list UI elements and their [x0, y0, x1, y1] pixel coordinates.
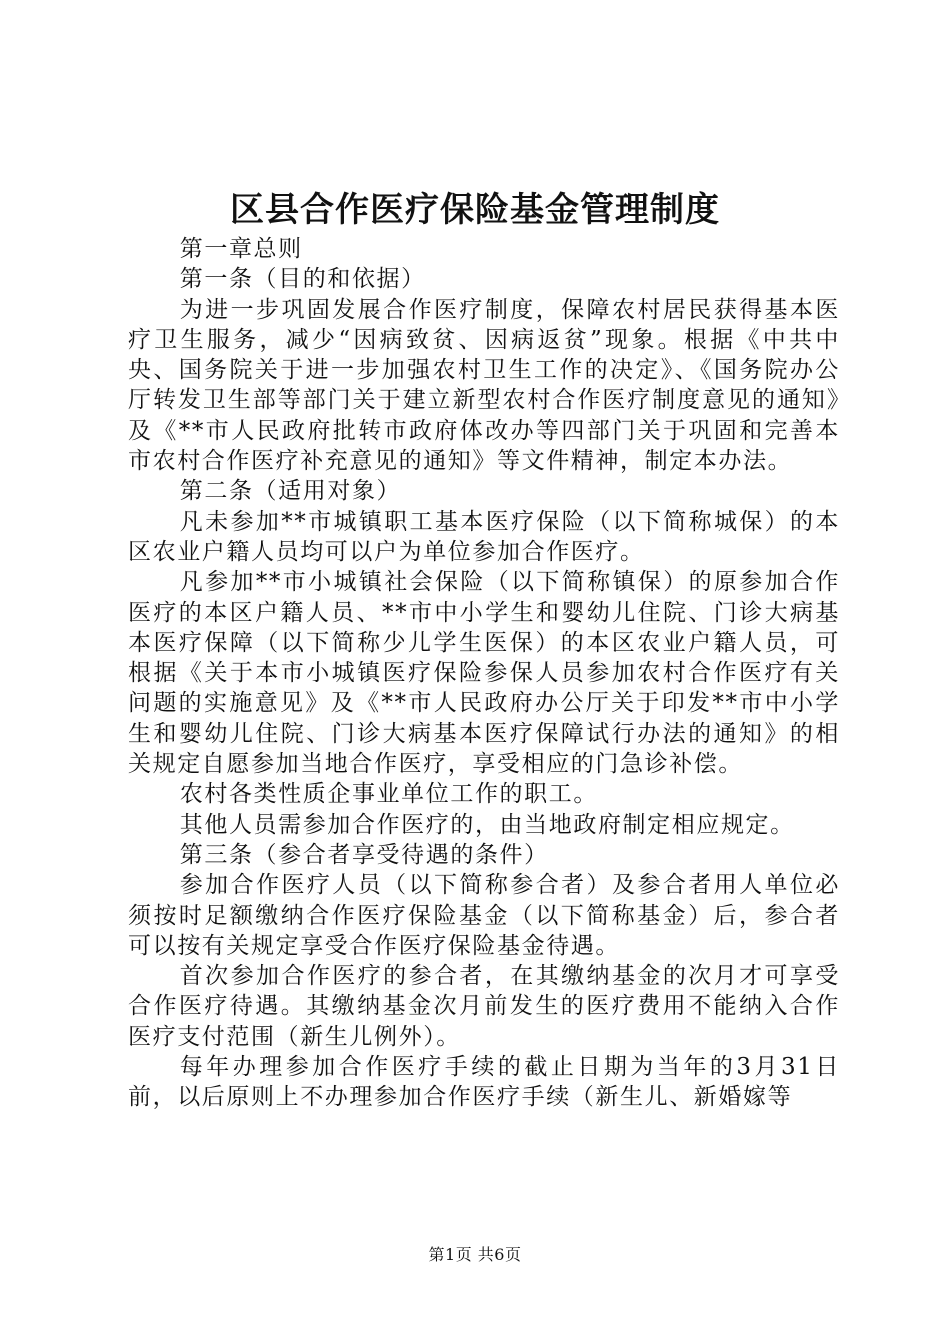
- body-paragraph: 参加合作医疗人员（以下简称参合者）及参合者用人单位必须按时足额缴纳合作医疗保险基金（以下简称基金）后，参合者可以按有关规定享受合作医疗保险基金待遇。: [128, 872, 840, 959]
- body-paragraph: 每年办理参加合作医疗手续的截止日期为当年的3月31日前，以后原则上不办理参加合作医疗手续（新生儿、新婚嫁等: [128, 1054, 840, 1111]
- body-paragraph: 农村各类性质企事业单位工作的职工。: [179, 781, 598, 808]
- document-body: [128, 234, 840, 1113]
- page-number: 第1页 共6页: [428, 1245, 522, 1264]
- article-heading: 第一条（目的和依据）: [179, 266, 426, 293]
- body-paragraph: 其他人员需参加合作医疗的，由当地政府制定相应规定。: [179, 811, 795, 838]
- document-title: 区县合作医疗保险基金管理制度: [230, 190, 720, 230]
- article-heading: 第二条（适用对象）: [179, 478, 402, 505]
- body-paragraph: 首次参加合作医疗的参合者，在其缴纳基金的次月才可享受合作医疗待遇。其缴纳基金次月前发生的医疗费用不能纳入合作医疗支付范围（新生儿例外）。: [128, 963, 840, 1050]
- article-heading: 第三条（参合者享受待遇的条件）: [179, 841, 549, 868]
- chapter-heading: 第一章总则: [179, 236, 303, 262]
- body-paragraph: 为进一步巩固发展合作医疗制度，保障农村居民获得基本医疗卫生服务，减少“因病致贫、因病返贫”现象。根据《中共中央、国务院关于进一步加强农村卫生工作的决定》、《国务院办公厅转发卫生部等部门关于建立新型农村合作医疗制度意见的通知》及《**市人民政府批转市政府体改办等四部门关于巩固和完善本市农村合作医疗补充意见的通知》等文件精神，制定本办法。: [128, 296, 840, 475]
- body-paragraph: 凡未参加**市城镇职工基本医疗保险（以下简称城保）的本区农业户籍人员均可以户为单位参加合作医疗。: [128, 508, 840, 565]
- body-paragraph: 凡参加**市小城镇社会保险（以下简称镇保）的原参加合作医疗的本区户籍人员、**市中小学生和婴幼儿住院、门诊大病基本医疗保障（以下简称少儿学生医保）的本区农业户籍人员，可根据《关于本市小城镇医疗保险参保人员参加农村合作医疗有关问题的实施意见》及《**市人民政府办公厅关于印发**市中小学生和婴幼儿住院、门诊大病基本医疗保障试行办法的通知》的相关规定自愿参加当地合作医疗，享受相应的门急诊补偿。: [128, 569, 840, 778]
